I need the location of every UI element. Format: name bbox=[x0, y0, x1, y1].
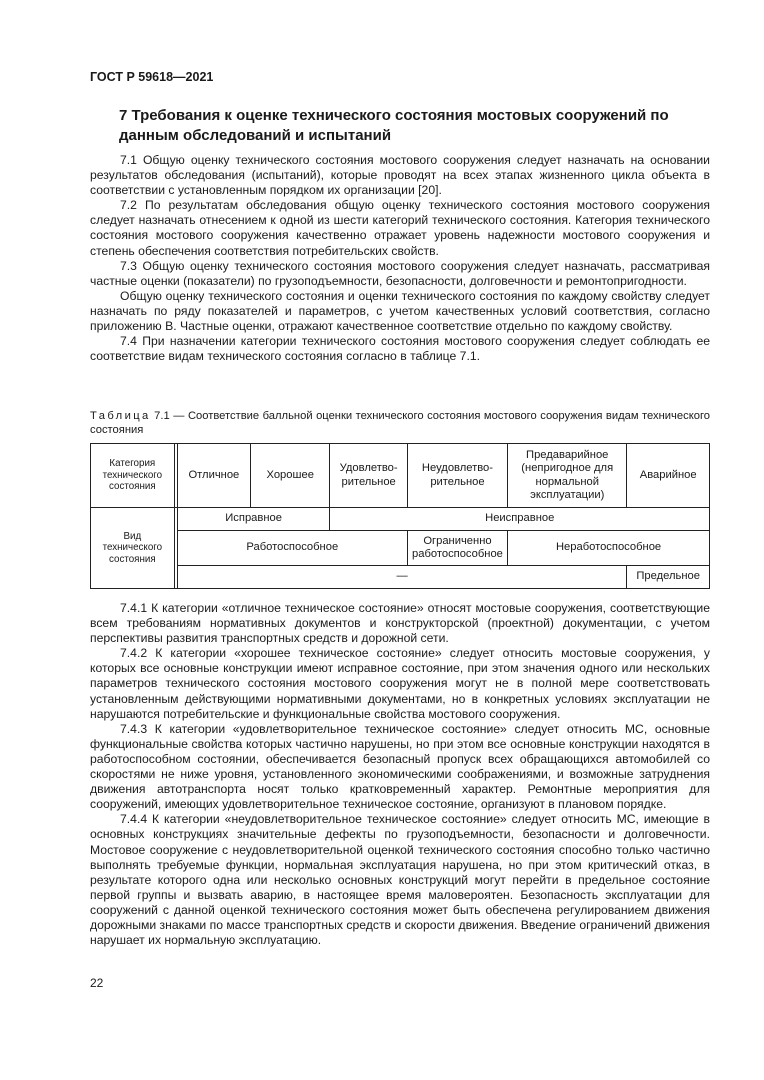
paragraph-7-4-2: 7.4.2 К категории «хорошее техническое состояние» следует относить мостовые сооружения, у которых все основные конструкции имеют исправное состояние, при этом значения одного или нескольких параметров технического состояния мостового сооружения могут не в полной мере соответствовать установленным действующими нормативными документами, но в конкретных условиях эксплуатации не нарушаются потребительские и функциональные свойства мостового сооружения. bbox=[90, 646, 710, 721]
kind-cell: Неработоспособное bbox=[508, 531, 710, 566]
category-cell: Аварийное bbox=[627, 444, 710, 508]
category-cell: Отличное bbox=[177, 444, 250, 508]
kind-cell: Работоспособное bbox=[177, 531, 407, 566]
category-table bbox=[90, 443, 710, 589]
row-header-category: Категория технического состояния bbox=[91, 444, 175, 508]
kind-cell: Исправное bbox=[177, 508, 330, 531]
category-cell: Удовлетво-рительное bbox=[330, 444, 407, 508]
paragraph-7-4-4: 7.4.4 К категории «неудовлетворительное техническое состояние» следует относить МС, имеющие в основных конструкциях значительные дефекты по грузоподъемности, безопасности и долговечности. Мостовое сооружение с неудовлетворительной оценкой технического состояния способно только частично выполнять требуемые функции, нормальная эксплуатация нарушена, но при этом критический отказ, в результате которого одна или несколько основных конструкций могут перейти в предельное состояние первой группы и вызвать аварию, в настоящее время маловероятен. Безопасность эксплуатации для сооружений с данной оценкой технического состояния может быть обеспечена регулированием движения дорожными знаками по массе транспортных средств и скорости движения. Введение ограничений движения нарушает их нормальную эксплуатацию. bbox=[90, 812, 710, 948]
row-header-kind: Вид технического состояния bbox=[91, 508, 175, 589]
kind-cell: Предельное bbox=[627, 566, 710, 589]
kind-cell: — bbox=[177, 566, 627, 589]
paragraph-7-3: 7.3 Общую оценку технического состояния мостового сооружения следует назначать, рассматривая частные оценки (показатели) по грузоподъемности, безопасности, долговечности и ремонтопригодности. bbox=[90, 258, 710, 288]
section-title: 7 Требования к оценке технического состояния мостовых сооружений по данным обследований и испытаний bbox=[119, 107, 669, 144]
table-caption-word: Таблица bbox=[90, 410, 151, 422]
table-caption-text: 7.1 — Соответствие балльной оценки технического состояния мостового сооружения видам технического состояния bbox=[90, 410, 710, 436]
category-cell: Предаварийное (непригодное для нормальной эксплуатации) bbox=[508, 444, 627, 508]
document-code: ГОСТ Р 59618—2021 bbox=[90, 70, 214, 84]
paragraph-7-4-1: 7.4.1 К категории «отличное техническое состояние» относят мостовые сооружения, соответствующие всем требованиям нормативных документов и конструкторской (проектной) документации, с учетом перспективы развития транспортных средств и дорожной сети. bbox=[90, 601, 710, 646]
kind-cell: Ограниченно работоспособное bbox=[407, 531, 507, 566]
category-cell: Неудовлетво-рительное bbox=[407, 444, 507, 508]
paragraph-7-3-cont: Общую оценку технического состояния и оценки технического состояния по каждому свойству следует назначать по ряду показателей и параметров, с учетом качественных условий соответствия, согласно приложению В. Частные оценки, отражают качественное соответствие отдельно по каждому свойству. bbox=[90, 288, 710, 334]
category-cell: Хорошее bbox=[250, 444, 329, 508]
paragraphs-top bbox=[90, 153, 710, 364]
paragraph-7-4: 7.4 При назначении категории технического состояния мостового сооружения следует соблюдать ее соответствие видам технического состояния согласно в таблице 7.1. bbox=[90, 334, 710, 364]
kind-cell: Неисправное bbox=[330, 508, 710, 531]
table-caption bbox=[90, 410, 710, 437]
paragraph-7-2: 7.2 По результатам обследования общую оценку технического состояния мостового сооружения следует назначать отнесением к одной из шести категорий технического состояния. Категория технического состояния мостового сооружения качественно отражает уровень надежности мостового сооружения и степень обеспечения соответствия потребительских свойств. bbox=[90, 198, 710, 258]
paragraph-7-1: 7.1 Общую оценку технического состояния мостового сооружения следует назначать на основании результатов обследования (испытаний), которые проводят на всех этапах жизненного цикла объекта в соответствии с установленным порядком их организации [20]. bbox=[90, 153, 710, 198]
paragraphs-bottom bbox=[90, 601, 710, 948]
paragraph-7-4-3: 7.4.3 К категории «удовлетворительное техническое состояние» следует относить МС, основные функциональные свойства которых частично нарушены, но при этом все основные конструкции находятся в работоспособном состоянии, обеспечивается безопасный пропуск всех обращающихся автомобилей со скоростями не ниже уровня, установленного экономическими соображениями, и возможные затруднения движения автотранспорта носят только кратковременный характер. Ремонтные мероприятия для сооружений, имеющих удовлетворительное техническое состояние, организуют в плановом порядке. bbox=[90, 721, 710, 812]
page-number: 22 bbox=[90, 976, 104, 990]
